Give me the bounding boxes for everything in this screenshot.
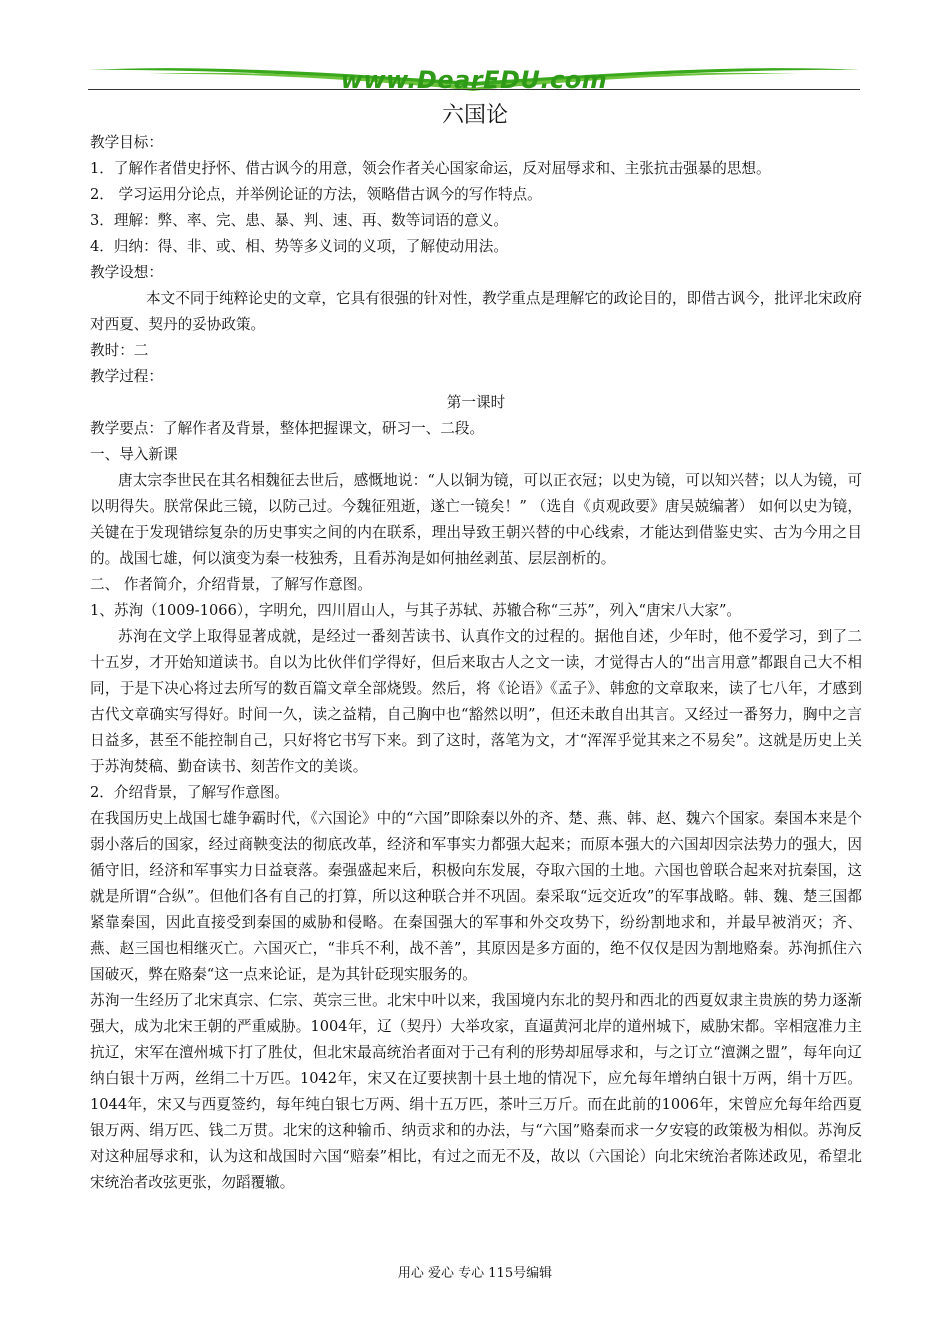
header-divider bbox=[88, 89, 860, 90]
page-title: 六国论 bbox=[441, 103, 508, 128]
teaching-hours: 教时：二 bbox=[90, 342, 149, 359]
author-line: 1、苏洵（1009-1066），字明允，四川眉山人，与其子苏轼、苏辙合称“三苏”，列入“唐宋八大家”。 bbox=[90, 602, 742, 619]
page-footer: 用心 爱心 专心 115号编辑 bbox=[397, 1266, 553, 1281]
background-paragraph-1: 在我国历史上战国七雄争霸时代，《六国论》中的“六国”即除秦以外的齐、楚、燕、韩、赵、魏六个国家。秦国本来是个弱小落后的国家，经过商鞅变法的彻底改革，经济和军事实力都强大起来；而原本强大的六国却因宗法势力的强大，因循守旧，经济和军事实力日益衰落。秦强盛起来后，积极向东发展，夺取六国的土地。六国也曾联合起来对抗秦国，这就是所谓“合纵”。但他们各有自己的打算，所以这种联合并不巩固。秦采取“远交近攻”的军事战略。韩、魏、楚三国都紧靠秦国，因此直接受到秦国的威胁和侵略。在秦国强大的军事和外交攻势下，纷纷割地求和，并最早被消灭；齐、燕、赵三国也相继灭亡。六国灭亡，“非兵不利，战不善”，其原因是多方面的，绝不仅仅是因为割地赂秦。苏洵抓住六国破灭，弊在赂秦“这一点来论证，是为其针砭现实服务的。 bbox=[90, 810, 862, 983]
process-heading: 教学过程： bbox=[90, 368, 163, 385]
lesson-title: 第一课时 bbox=[446, 394, 506, 411]
author-paragraph: 苏洵在文学上取得显著成就，是经过一番刻苦读书、认真作文的过程的。据他自述，少年时，他不爱学习，到了二十五岁，才开始知道读书。自以为比伙伴们学得好，但后来取古人之文一读，才觉得古人的“出言用意”都跟自己大不相同，于是下决心将过去所写的数百篇文章全部烧毁。然后，将《论语》《孟子》、韩愈的文章取来，读了七八年，才感到古代文章确实写得好。时间一久，读之益精，自己胸中也“豁然以明”，但还未敢自出其言。又经过一番努力，胸中之言日益多，甚至不能控制自己，只好将它书写下来。到了这时，落笔为文，才“浑浑乎觉其来之不易矣”。这就是历史上关于苏洵焚稿、勤奋读书、刻苦作文的美谈。 bbox=[90, 628, 862, 775]
goal-2: 2． 学习运用分论点，并举例论证的方法，领略借古讽今的写作特点。 bbox=[90, 186, 542, 203]
goal-1: 1．了解作者借史抒怀、借古讽今的用意，领会作者关心国家命运，反对屈辱求和、主张抗击强暴的思想。 bbox=[90, 160, 771, 177]
goal-4: 4．归纳：得、非、或、相、势等多义词的义项，了解使动用法。 bbox=[90, 238, 508, 255]
section-2-heading: 二、 作者简介，介绍背景，了解写作意图。 bbox=[90, 576, 372, 593]
document-body bbox=[90, 130, 862, 1196]
goal-3: 3．理解：弊、率、完、患、暴、判、速、再、数等词语的意义。 bbox=[90, 212, 508, 229]
design-heading: 教学设想： bbox=[90, 264, 163, 281]
key-points: 教学要点：了解作者及背景，整体把握课文，研习一、二段。 bbox=[90, 420, 485, 437]
intro-paragraph: 唐太宗李世民在其名相魏征去世后，感慨地说：“人以铜为镜，可以正衣冠；以史为镜，可以知兴替；以人为镜，可以明得失。朕常保此三镜，以防己过。今魏征殂逝，遂亡一镜矣！” （选自《贞观政要》唐吴兢编著） 如何以史为镜，关键在于发现错综复杂的历史事实之间的内在联系，理出导致王朝兴替的中心线索，才能达到借鉴史实、古为今用之目的。战国七雄，何以演变为秦一枝独秀，且看苏洵是如何抽丝剥茧、层层剖析的。 bbox=[90, 472, 862, 567]
site-header-banner bbox=[88, 52, 860, 100]
goals-heading: 教学目标： bbox=[90, 134, 163, 151]
design-text: 本文不同于纯粹论史的文章，它具有很强的针对性，教学重点是理解它的政论目的，即借古讽今，批评北宋政府对西夏、契丹的妥协政策。 bbox=[90, 290, 862, 333]
site-logo-text: www.DearEDU.com bbox=[340, 66, 608, 94]
section-1-heading: 一、导入新课 bbox=[90, 446, 178, 463]
background-paragraph-2: 苏洵一生经历了北宋真宗、仁宗、英宗三世。北宋中叶以来，我国境内东北的契丹和西北的西夏奴隶主贵族的势力逐渐强大，成为北宋王朝的严重威胁。1004年，辽（契丹）大举攻家，直逼黄河北岸的道州城下，威胁宋都。宰相寇准力主抗辽，宋军在澶州城下打了胜仗，但北宋最高统治者面对于己有利的形势却屈辱求和，与之订立“澶渊之盟”，每年向辽纳白银十万两，丝绢二十万匹。1042年，宋又在辽要挟割十县土地的情况下，应允每年增纳白银十万两，绢十万匹。1044年，宋又与西夏签约，每年纯白银七万两、绢十五万匹，茶叶三万斤。而在此前的1006年，宋曾应允每年给西夏银万两、绢万匹、钱二万贯。北宋的这种输币、纳贡求和的办法，与“六国”赂秦而求一夕安寝的政策极为相似。苏洵反对这种屈辱求和，认为这和战国时六国“赔秦”相比，有过之而无不及，故以（六国论）向北宋统治者陈述政见，希望北宋统治者改弦更张，勿蹈覆辙。 bbox=[90, 992, 862, 1191]
background-heading: 2．介绍背景，了解写作意图。 bbox=[90, 784, 290, 801]
